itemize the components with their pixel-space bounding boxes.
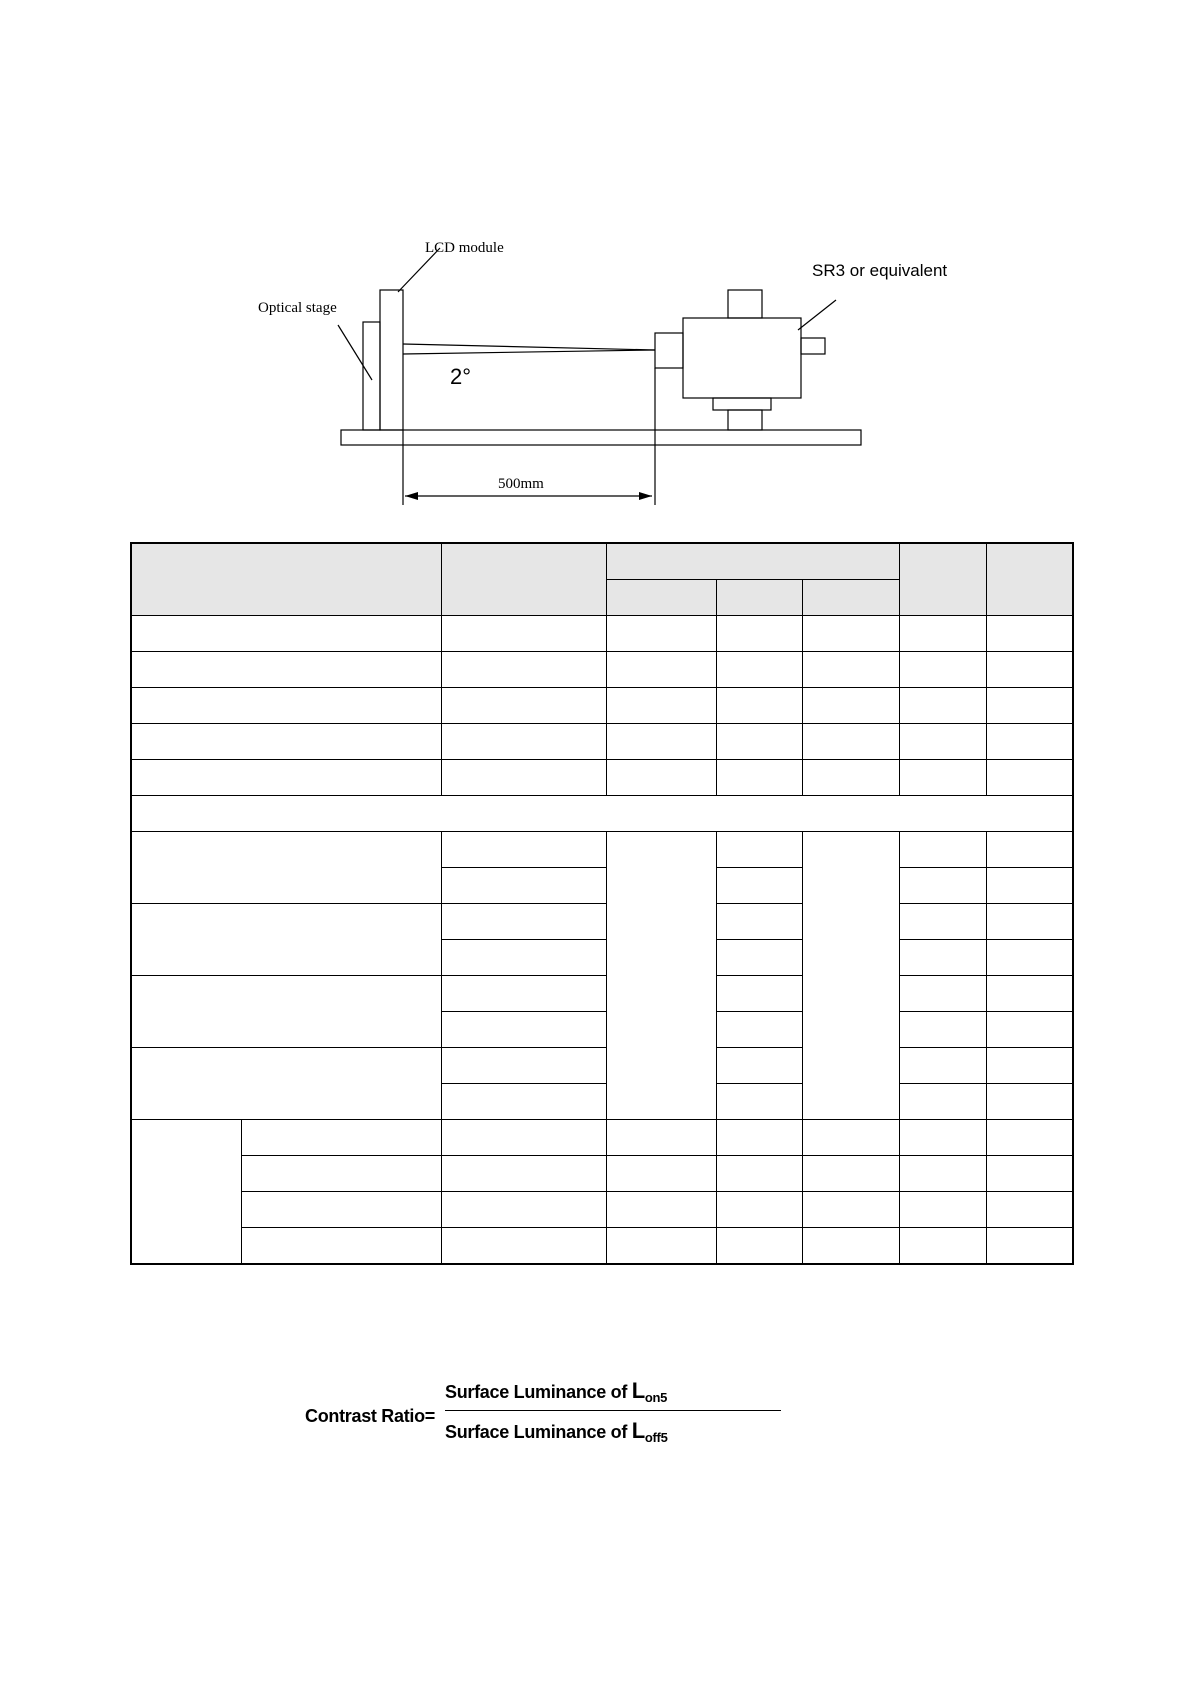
table-cell — [899, 1120, 986, 1156]
table-row — [131, 1192, 1073, 1228]
header-cell — [716, 580, 802, 616]
table-row — [131, 724, 1073, 760]
table-cell — [899, 760, 986, 796]
table-cell — [899, 1048, 986, 1084]
table-cell — [716, 832, 802, 868]
sr3-label: SR3 or equivalent — [812, 261, 948, 280]
table-row — [131, 688, 1073, 724]
table-cell — [606, 760, 716, 796]
table-row — [131, 1048, 1073, 1084]
table-cell — [716, 724, 802, 760]
table-cell — [802, 1228, 899, 1265]
table-row — [131, 1120, 1073, 1156]
sr3-body — [683, 318, 801, 398]
table-cell — [241, 1156, 441, 1192]
table-cell — [986, 1156, 1073, 1192]
table-cell — [802, 760, 899, 796]
table-row — [131, 1156, 1073, 1192]
stage-leader-line — [338, 325, 372, 380]
header-cell — [606, 580, 716, 616]
table-cell — [606, 616, 716, 652]
table-cell — [441, 1012, 606, 1048]
numerator-text: Surface Luminance of — [445, 1382, 632, 1402]
header-cell — [899, 543, 986, 616]
header-cell — [802, 580, 899, 616]
table-cell — [131, 652, 441, 688]
table-cell — [441, 940, 606, 976]
table-cell — [986, 688, 1073, 724]
fraction-bar — [445, 1410, 781, 1411]
table-row — [131, 904, 1073, 940]
denominator-subscript: off5 — [644, 1430, 668, 1445]
table-cell — [802, 832, 899, 1120]
table-cell — [716, 1120, 802, 1156]
optical-stage-label: Optical stage — [258, 300, 337, 316]
base-plate — [341, 430, 861, 445]
table-row — [131, 832, 1073, 868]
table-row — [131, 976, 1073, 1012]
lcd-module — [380, 290, 403, 430]
table-cell — [986, 832, 1073, 868]
contrast-ratio-formula — [305, 1378, 785, 1458]
table-cell — [716, 868, 802, 904]
numerator-symbol: L — [631, 1378, 645, 1403]
table-cell — [441, 904, 606, 940]
table-cell — [131, 1048, 441, 1120]
table-cell — [802, 1192, 899, 1228]
sr3-lens — [655, 333, 683, 368]
optical-stage — [363, 322, 380, 430]
table-cell — [899, 904, 986, 940]
table-cell — [986, 1192, 1073, 1228]
beam-line-top — [403, 344, 655, 350]
table-cell — [899, 652, 986, 688]
table-cell — [986, 904, 1073, 940]
table-cell — [986, 1120, 1073, 1156]
table-cell — [986, 1012, 1073, 1048]
table-cell — [131, 616, 441, 652]
table-cell — [716, 1192, 802, 1228]
table-cell — [441, 652, 606, 688]
dimension-arrow-right — [639, 492, 652, 500]
table-cell — [802, 616, 899, 652]
table-cell — [441, 688, 606, 724]
table-cell — [131, 760, 441, 796]
table-cell — [716, 976, 802, 1012]
table-cell — [899, 1228, 986, 1265]
table-cell — [716, 904, 802, 940]
table-cell — [802, 1156, 899, 1192]
sr3-mount-post — [728, 410, 762, 430]
header-cell — [606, 543, 899, 580]
table-cell — [606, 688, 716, 724]
table-cell — [606, 1120, 716, 1156]
table-cell — [441, 832, 606, 868]
table-cell — [802, 652, 899, 688]
table-cell — [241, 1228, 441, 1265]
table-cell — [899, 688, 986, 724]
table-cell — [441, 1084, 606, 1120]
table-cell — [131, 724, 441, 760]
numerator-subscript: on5 — [644, 1390, 668, 1405]
denominator-text: Surface Luminance of — [445, 1422, 632, 1442]
beam-line-bottom — [403, 350, 655, 354]
table-cell — [899, 868, 986, 904]
table-cell — [899, 1192, 986, 1228]
table-cell — [441, 1048, 606, 1084]
table-cell — [899, 1084, 986, 1120]
table-cell — [716, 760, 802, 796]
table-cell — [716, 940, 802, 976]
table-cell — [716, 1012, 802, 1048]
table-cell — [716, 1228, 802, 1265]
dimension-arrow-left — [405, 492, 418, 500]
table-cell — [441, 976, 606, 1012]
sr3-mount-plate — [713, 398, 771, 410]
table-cell — [802, 1120, 899, 1156]
table-row — [131, 616, 1073, 652]
table-cell — [441, 1120, 606, 1156]
sr3-top-knob — [728, 290, 762, 318]
table-cell — [716, 652, 802, 688]
sr3-leader-line — [798, 300, 836, 330]
table-cell — [716, 1156, 802, 1192]
table-cell — [441, 1228, 606, 1265]
table-row — [131, 760, 1073, 796]
table-cell — [606, 1228, 716, 1265]
table-cell — [606, 724, 716, 760]
table-cell — [899, 724, 986, 760]
table-cell — [986, 616, 1073, 652]
sr3-right-knob — [801, 338, 825, 354]
formula-lhs: Contrast Ratio= — [305, 1406, 436, 1426]
table-cell — [131, 832, 441, 904]
table-section-row — [131, 796, 1073, 832]
table-cell — [986, 1048, 1073, 1084]
formula-numerator — [445, 1378, 667, 1405]
table-cell — [716, 1084, 802, 1120]
angle-label: 2° — [450, 364, 472, 389]
table-cell — [606, 832, 716, 1120]
table-cell — [899, 832, 986, 868]
table-cell — [986, 724, 1073, 760]
table-cell — [606, 1192, 716, 1228]
table-cell — [986, 976, 1073, 1012]
table-cell — [131, 1120, 241, 1265]
table-cell — [441, 760, 606, 796]
table-cell — [899, 940, 986, 976]
table-cell — [441, 616, 606, 652]
table-cell — [802, 724, 899, 760]
table-cell — [899, 1012, 986, 1048]
table-header-row — [131, 543, 1073, 580]
table-cell — [899, 976, 986, 1012]
table-cell — [986, 1228, 1073, 1265]
table-cell — [131, 688, 441, 724]
table-cell — [716, 688, 802, 724]
table-row — [131, 1228, 1073, 1265]
formula-denominator — [445, 1418, 668, 1445]
header-cell — [441, 543, 606, 616]
table-cell — [241, 1120, 441, 1156]
lcd-module-label: LCD module — [425, 240, 504, 256]
table-cell — [131, 796, 1073, 832]
table-cell — [986, 652, 1073, 688]
table-cell — [606, 1156, 716, 1192]
measurement-setup-diagram — [0, 0, 1192, 520]
table-row — [131, 652, 1073, 688]
header-cell — [131, 543, 441, 616]
table-cell — [716, 1048, 802, 1084]
table-cell — [441, 868, 606, 904]
table-cell — [131, 904, 441, 976]
optical-spec-table — [130, 542, 1074, 1265]
table-cell — [441, 1192, 606, 1228]
table-cell — [441, 1156, 606, 1192]
table-cell — [606, 652, 716, 688]
table-cell — [716, 616, 802, 652]
table-cell — [131, 976, 441, 1048]
table-cell — [986, 760, 1073, 796]
table-cell — [899, 616, 986, 652]
table-cell — [899, 1156, 986, 1192]
header-cell — [986, 543, 1073, 616]
denominator-symbol: L — [631, 1418, 645, 1443]
table-cell — [802, 688, 899, 724]
table-cell — [241, 1192, 441, 1228]
distance-label: 500mm — [498, 476, 544, 492]
table-cell — [986, 940, 1073, 976]
table-cell — [986, 1084, 1073, 1120]
table-cell — [986, 868, 1073, 904]
table-cell — [441, 724, 606, 760]
